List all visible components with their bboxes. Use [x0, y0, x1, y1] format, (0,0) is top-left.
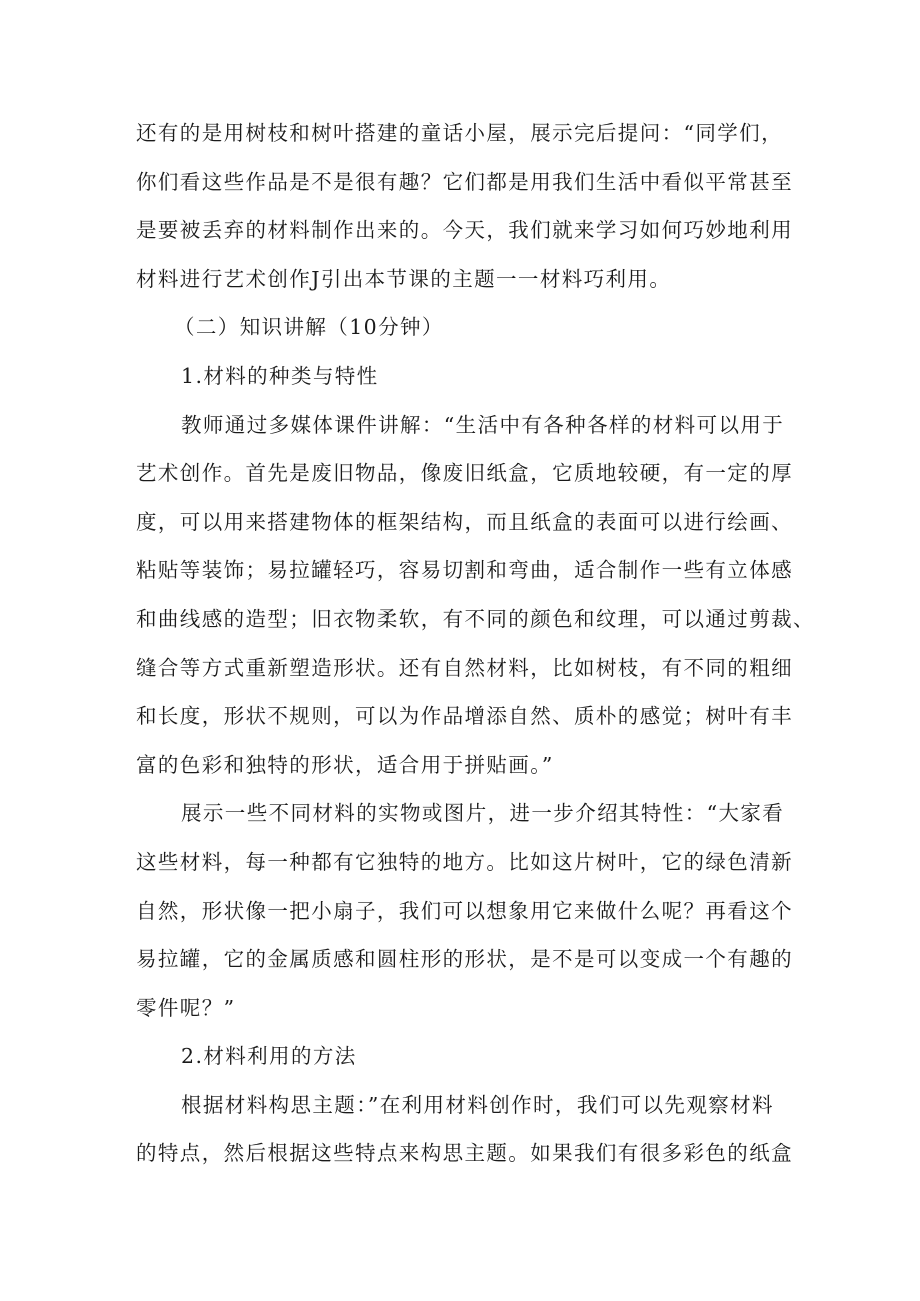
text-line: 富的色彩和独特的形状，适合用于拼贴画。” — [136, 752, 554, 777]
subheading-text: 1.材料的种类与特性 — [181, 363, 379, 388]
text-line: 教师通过多媒体课件讲解：“生活中有各种各样的材料可以用于 — [181, 412, 785, 437]
subheading-text: 2.材料利用的方法 — [181, 1044, 357, 1069]
text-line: 和曲线感的造型；旧衣物柔软，有不同的颜色和纹理，可以通过剪裁、 — [136, 606, 815, 631]
text-line: 零件呢？” — [136, 995, 236, 1020]
text-line: 度，可以用来搭建物体的框架结构，而且纸盒的表面可以进行绘画、 — [136, 509, 793, 534]
paragraph-theme-from-material — [136, 1081, 796, 1178]
heading-text: （二）知识讲解（10分钟） — [174, 315, 444, 340]
paragraph-teacher-explanation — [136, 401, 815, 790]
section-heading-knowledge — [136, 303, 796, 352]
text-line: 和长度，形状不规则，可以为作品增添自然、质朴的感觉；树叶有丰 — [136, 704, 793, 729]
paragraph-intro-continuation — [136, 109, 796, 303]
text-line: 自然，形状像一把小扇子，我们可以想象用它来做什么呢？再看这个 — [136, 898, 793, 923]
text-line: 展示一些不同材料的实物或图片，进一步介绍其特性：“大家看 — [181, 801, 785, 826]
text-line: 这些材料，每一种都有它独特的地方。比如这片树叶，它的绿色清新 — [136, 849, 793, 874]
text-line: 材料进行艺术创作J引出本节课的主题一一材料巧利用。 — [136, 266, 672, 291]
text-line: 的特点，然后根据这些特点来构思主题。如果我们有很多彩色的纸盒 — [136, 1141, 793, 1166]
text-line: 根据材料构思主题：”在利用材料创作时，我们可以先观察材料 — [181, 1092, 774, 1117]
document-body — [136, 109, 815, 1178]
paragraph-show-materials — [136, 789, 796, 1032]
subheading-material-types — [136, 352, 796, 401]
text-line: 艺术创作。首先是废旧物品，像废旧纸盒，它质地较硬，有一定的厚 — [136, 461, 793, 486]
text-line: 你们看这些作品是不是很有趣？它们都是用我们生活中看似平常甚至 — [136, 169, 793, 194]
subheading-methods — [136, 1032, 796, 1081]
text-line: 缝合等方式重新塑造形状。还有自然材料，比如树枝，有不同的粗细 — [136, 655, 793, 680]
text-line: 还有的是用树枝和树叶搭建的童话小屋，展示完后提问：“同学们， — [136, 121, 783, 145]
text-line: 易拉罐，它的金属质感和圆柱形的形状，是不是可以变成一个有趣的 — [136, 947, 793, 972]
text-line: 粘贴等装饰；易拉罐轻巧，容易切割和弯曲，适合制作一些有立体感 — [136, 558, 793, 583]
text-line: 是要被丢弃的材料制作出来的。今天，我们就来学习如何巧妙地利用 — [136, 218, 793, 243]
